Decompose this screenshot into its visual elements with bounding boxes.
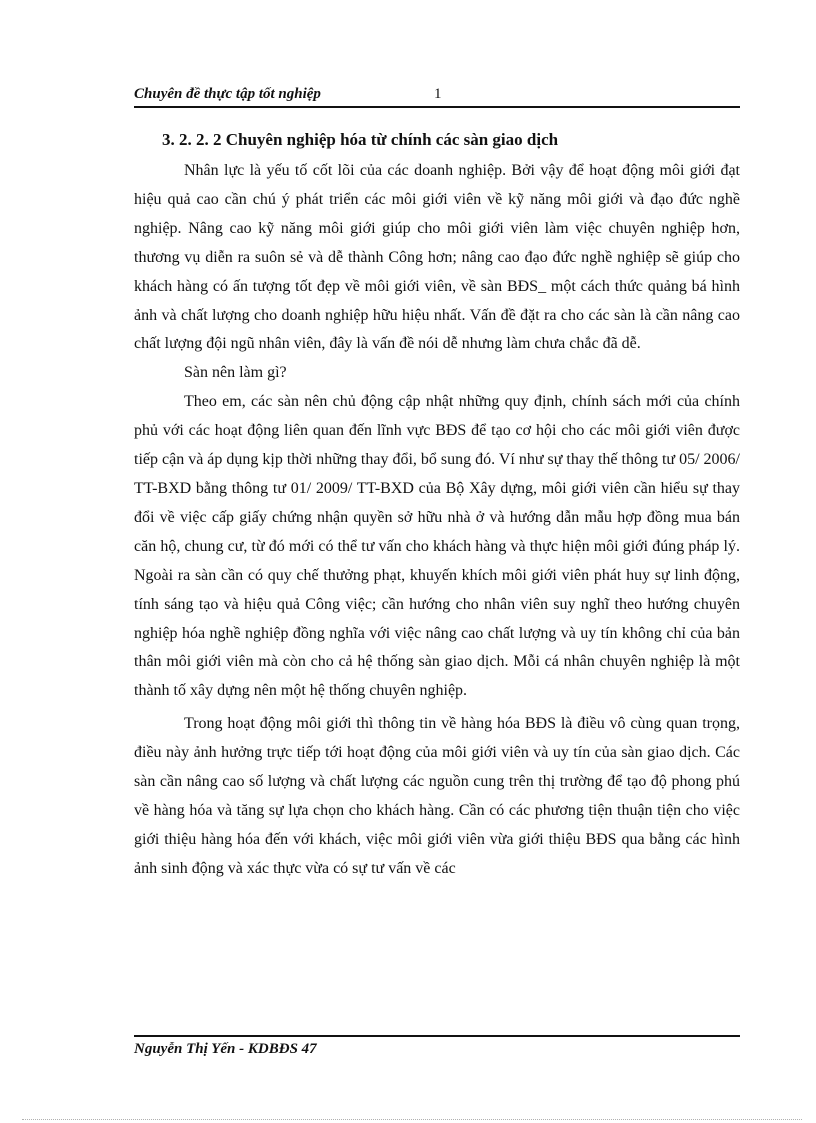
header-title: Chuyên đề thực tập tốt nghiệp (134, 86, 321, 102)
footer-author: Nguyễn Thị Yến - KDBĐS 47 (134, 1041, 317, 1057)
page-number: 1 (434, 86, 442, 102)
section-heading: 3. 2. 2. 2 Chuyên nghiệp hóa từ chính các sàn giao dịch (162, 130, 559, 149)
paragraph: Sàn nên làm gì? (184, 364, 287, 382)
page-header (134, 84, 740, 108)
document-body (134, 126, 740, 884)
page-footer (134, 1035, 740, 1057)
paragraph: Nhân lực là yếu tố cốt lõi của các doanh nghiệp. Bởi vậy để hoạt động môi giới đạt hiệu quả cao cần chú ý phát triển các môi giới viên về kỹ năng môi giới và đạo đức nghề nghiệp. Nâng cao kỹ năng môi giới giúp cho môi giới viên làm việc chuyên nghiệp hơn, thương vụ diễn ra suôn sẻ và dễ thành Công hơn; nâng cao đạo đức nghề nghiệp sẽ giúp cho khách hàng có ấn tượng tốt đẹp về môi giới viên, về sàn BĐS_ một cách thức quảng bá hình ảnh và chất lượng cho doanh nghiệp hữu hiệu nhất. Vấn đề đặt ra cho các sàn là cần nâng cao chất lượng đội ngũ nhân viên, đây là vấn đề nói dễ nhưng làm chưa chắc đã dễ. (134, 162, 740, 353)
page-bottom-divider (22, 1119, 802, 1120)
paragraph: Theo em, các sàn nên chủ động cập nhật những quy định, chính sách mới của chính phủ với các hoạt động liên quan đến lĩnh vực BĐS để tạo cơ hội cho các môi giới viên được tiếp cận và áp dụng kịp thời những thay đổi, bổ sung đó. Ví như sự thay thế thông tư 05/ 2006/ TT-BXD bằng thông tư 01/ 2009/ TT-BXD của Bộ Xây dựng, môi giới viên cần hiểu sự thay đổi về việc cấp giấy chứng nhận quyền sở hữu nhà ở và hướng dẫn mẫu hợp đồng mua bán căn hộ, chung cư, từ đó mới có thể tư vấn cho khách hàng và thực hiện môi giới đúng pháp lý. Ngoài ra sàn cần có quy chế thưởng phạt, khuyến khích môi giới viên phát huy sự linh động, tính sáng tạo và hiệu quả Công việc; cần hướng cho nhân viên suy nghĩ theo hướng chuyên nghiệp hóa nghề nghiệp đồng nghĩa với việc nâng cao chất lượng và uy tín không chỉ của bản thân môi giới viên mà còn cho cả hệ thống sàn giao dịch. Mỗi cá nhân chuyên nghiệp là một thành tố xây dựng nên một hệ thống chuyên nghiệp. (134, 393, 740, 700)
paragraph: Trong hoạt động môi giới thì thông tin về hàng hóa BĐS là điều vô cùng quan trọng, điều này ảnh hưởng trực tiếp tới hoạt động của môi giới viên và uy tín của sàn giao dịch. Các sàn cần nâng cao số lượng và chất lượng các nguồn cung trên thị trường để tạo độ phong phú về hàng hóa và tăng sự lựa chọn cho khách hàng. Cần có các phương tiện thuận tiện cho việc giới thiệu hàng hóa đến với khách, việc môi giới viên vừa giới thiệu BĐS qua bằng các hình ảnh sinh động và xác thực vừa có sự tư vấn về các (134, 715, 740, 877)
